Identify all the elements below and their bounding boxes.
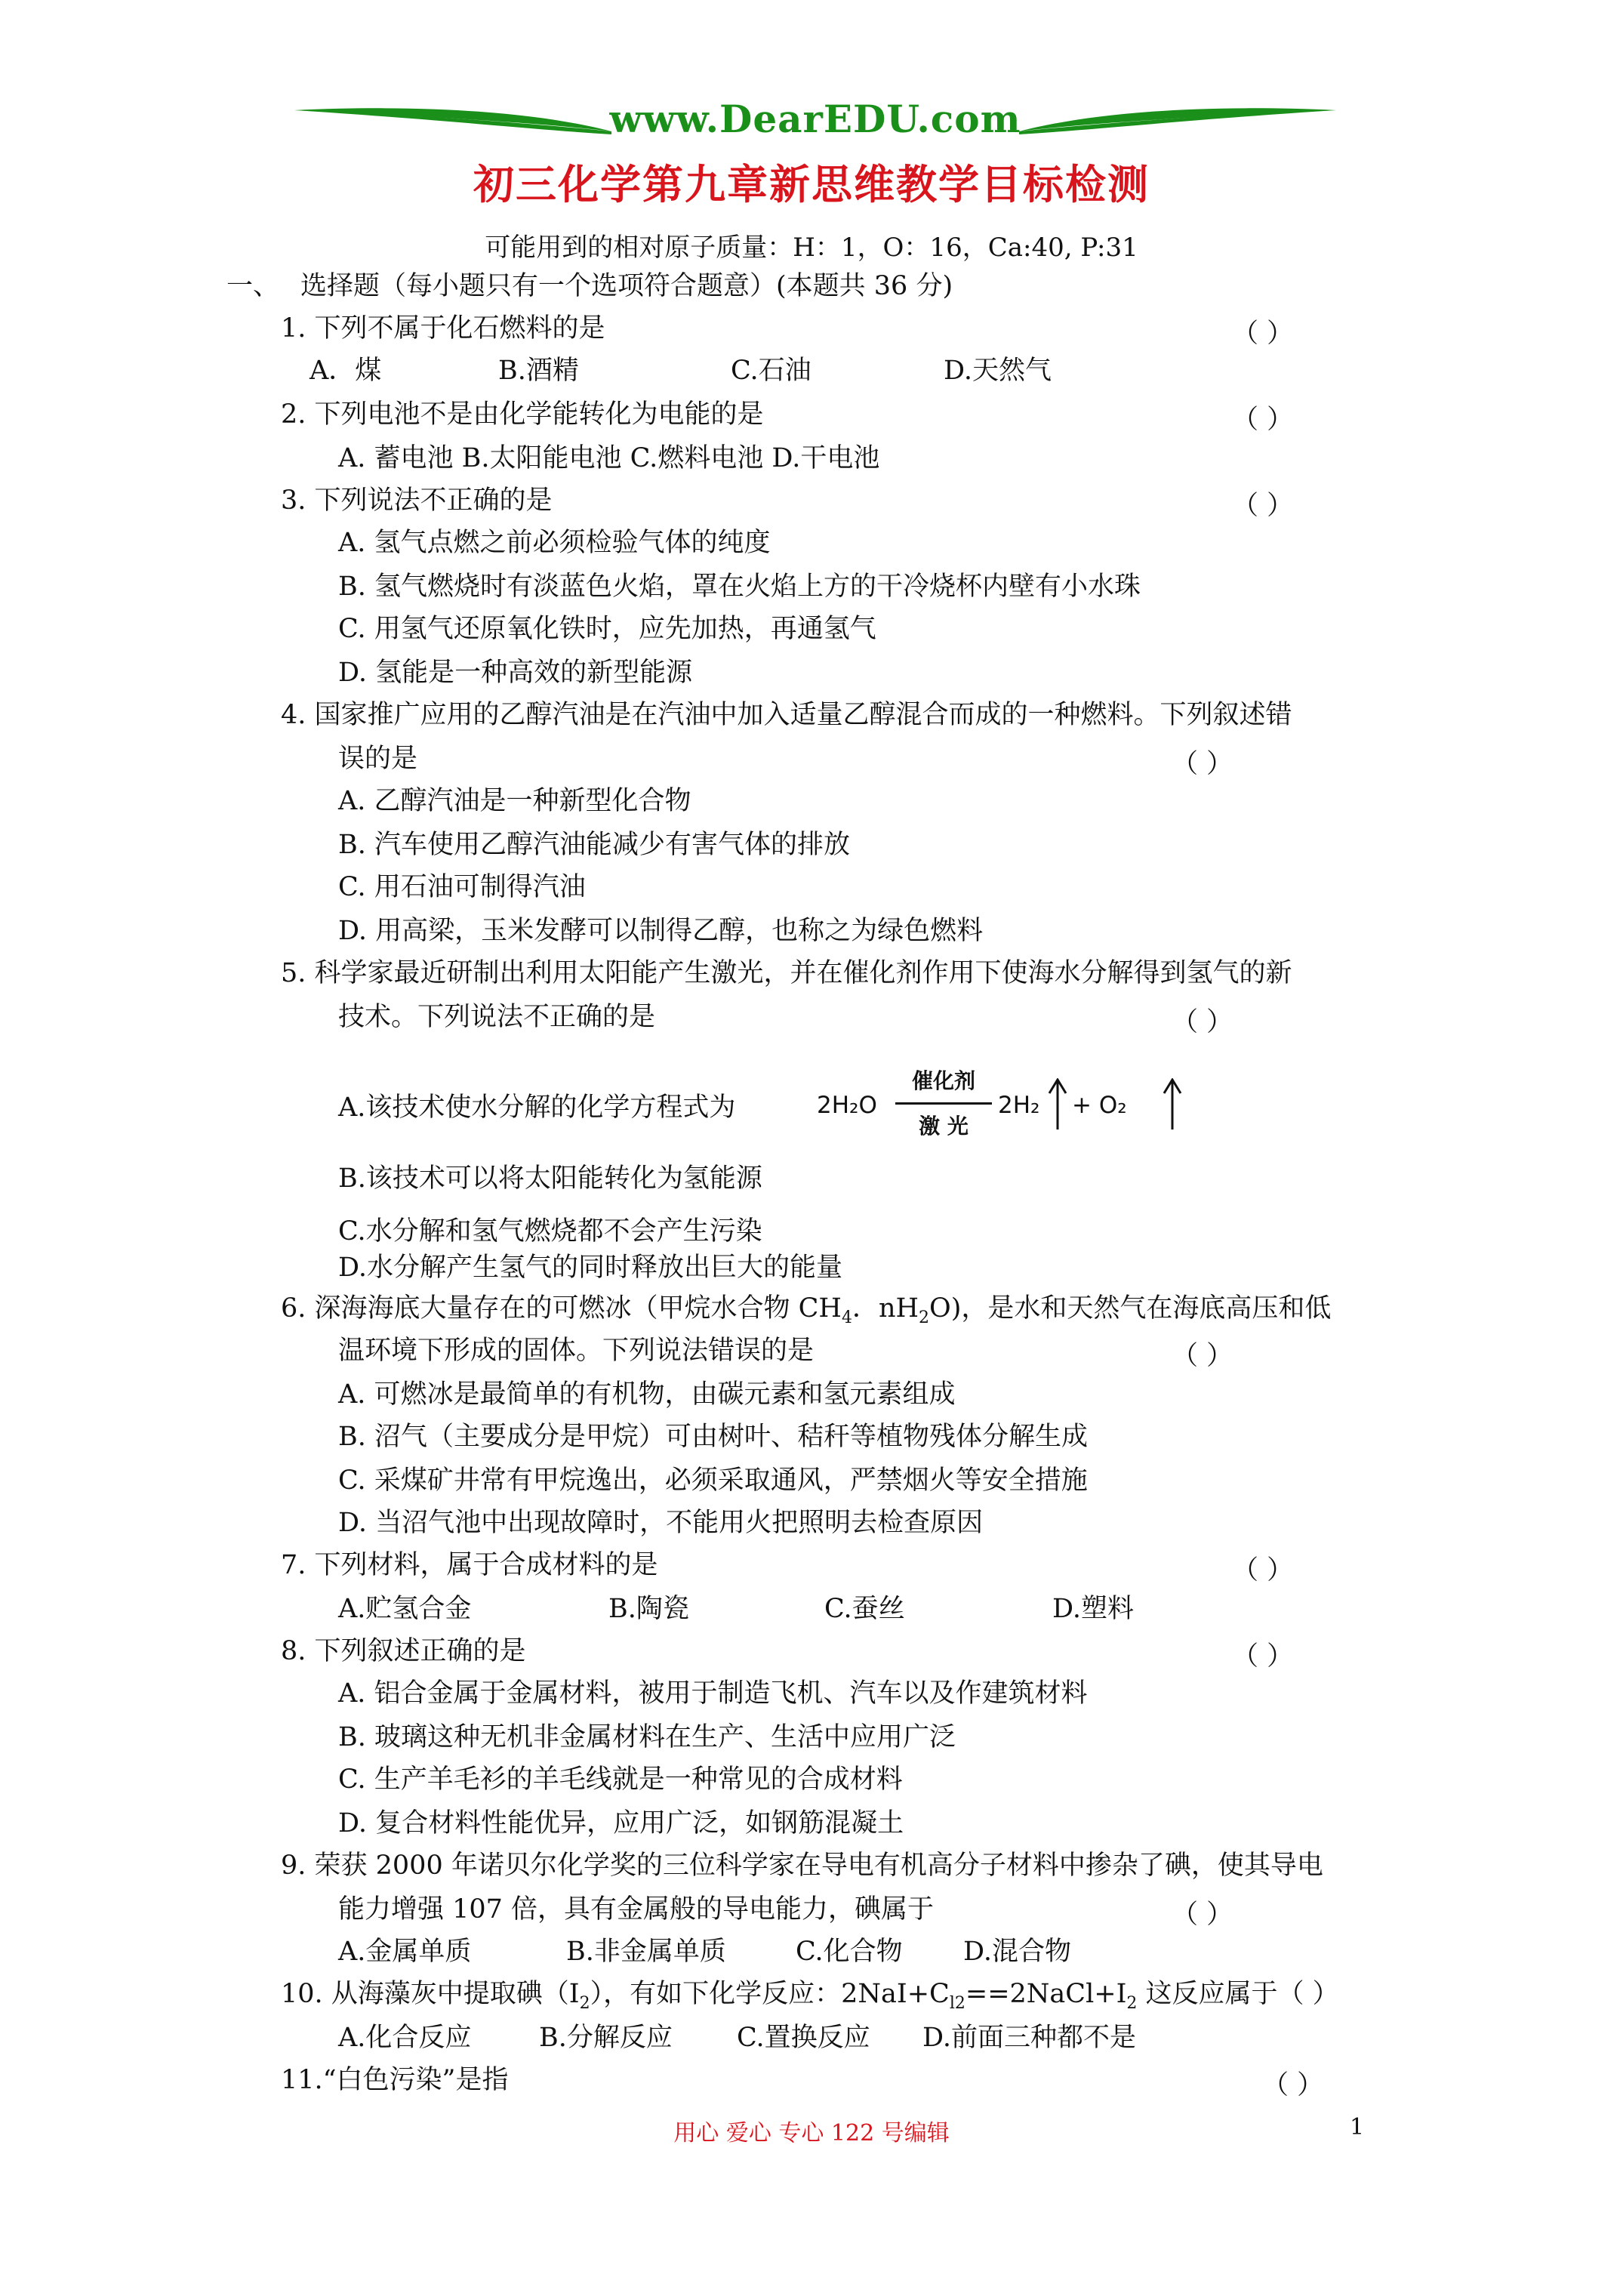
q10-option-c: C.置换反应 [737,2023,870,2053]
question-3-stem: 3. 下列说法不正确的是 [281,485,553,516]
q8-option-a: A. 铝合金属于金属材料，被用于制造飞机、汽车以及作建筑材料 [338,1678,1088,1709]
q5-option-d: D.水分解产生氢气的同时释放出巨大的能量 [338,1253,842,1283]
answer-blank-4: （ ） [1172,749,1233,779]
q6-option-b: B. 沼气（主要成分是甲烷）可由树叶、秸秆等植物残体分解生成 [338,1422,1088,1452]
question-11-stem: 11.“白色污染”是指 [281,2065,509,2095]
q6-subscript: 2 [919,1308,930,1327]
equation-arrow-line [895,1102,992,1105]
q8-option-b: B. 玻璃这种无机非金属材料在生产、生活中应用广泛 [338,1722,956,1752]
q1-option-b: B.酒精 [498,356,579,386]
q7-option-a: A.贮氢合金 [338,1594,472,1624]
q5-option-a: A.该技术使水分解的化学方程式为 [338,1093,736,1123]
q10-subscript: 2 [1126,1994,1138,2013]
page-title: 初三化学第九章新思维教学目标检测 [473,160,1150,208]
section-number: 一、 [226,271,280,301]
q8-option-d: D. 复合材料性能优异，应用广泛，如钢筋混凝土 [338,1808,904,1838]
question-6-stem [281,1293,1331,1328]
section-title: 选择题（每小题只有一个选项符合题意）(本题共 36 分) [300,271,953,301]
q9-option-c: C.化合物 [796,1937,903,1967]
q10-stem-part: 10. 从海藻灰中提取碘（I [281,1979,580,2009]
q4-option-d: D. 用高梁，玉米发酵可以制得乙醇，也称之为绿色燃料 [338,916,984,946]
q8-option-c: C. 生产羊毛衫的羊毛线就是一种常见的合成材料 [338,1764,903,1795]
q6-option-a: A. 可燃冰是最简单的有机物，由碳元素和氢元素组成 [338,1379,956,1410]
q5-option-c: C.水分解和氢气燃烧都不会产生污染 [338,1216,762,1247]
section-heading [226,270,953,302]
gas-arrow-icon [1048,1078,1067,1131]
question-4-stem-cont: 误的是 [338,744,418,774]
q10-option-b: B.分解反应 [539,2023,673,2053]
q5-option-b: B.该技术可以将太阳能转化为氢能源 [338,1163,762,1194]
site-banner [287,89,1344,157]
q9-option-d: D.混合物 [963,1937,1071,1967]
gas-arrow-icon [1163,1078,1182,1131]
question-9-stem-cont: 能力增强 107 倍，具有金属般的导电能力，碘属于 [338,1894,935,1925]
answer-blank-3: （ ） [1232,491,1294,521]
q7-option-c: C.蚕丝 [824,1594,905,1624]
q7-option-d: D.塑料 [1052,1594,1134,1624]
q3-option-a: A. 氢气点燃之前必须检验气体的纯度 [338,528,771,558]
answer-blank-7: （ ） [1232,1555,1294,1586]
q10-subscript: 2 [579,1994,590,2013]
q1-option-d: D.天然气 [944,356,1052,386]
question-6-stem-cont: 温环境下形成的固体。下列说法错误的是 [338,1336,815,1366]
answer-blank-8: （ ） [1232,1641,1294,1672]
question-9-stem: 9. 荣获 2000 年诺贝尔化学奖的三位科学家在导电有机高分子材料中掺杂了碘，使其导电 [281,1851,1323,1881]
q3-option-d: D. 氢能是一种高效的新型能源 [338,658,693,688]
q7-option-b: B.陶瓷 [608,1594,689,1624]
q1-option-a: A．煤 [310,356,382,386]
q6-option-c: C. 采煤矿井常有甲烷逸出，必须采取通风，严禁烟火等安全措施 [338,1465,1088,1496]
q4-option-a: A. 乙醇汽油是一种新型化合物 [338,786,691,816]
q6-stem-part: O)，是水和天然气在海底高压和低 [929,1293,1332,1324]
site-url: www.DearEDU.com [609,97,1021,141]
question-7-stem: 7. 下列材料，属于合成材料的是 [281,1550,658,1580]
page-footer: 用心 爱心 专心 122 号编辑 [673,2120,950,2147]
q6-subscript: 4 [841,1308,852,1327]
atomic-mass-note: 可能用到的相对原子质量：H：1，O：16，Ca:40, P:31 [485,233,1138,263]
answer-blank-9: （ ） [1172,1900,1233,1930]
q4-option-c: C. 用石油可制得汽油 [338,872,586,902]
q1-option-c: C.石油 [731,356,812,386]
q10-option-a: A.化合反应 [338,2023,472,2053]
q2-options: A. 蓄电池 B.太阳能电池 C.燃料电池 D.干电池 [338,443,880,473]
question-1-stem: 1. 下列不属于化石燃料的是 [281,313,605,344]
chemical-equation [817,1065,1134,1148]
equation-catalyst: 催化剂 [911,1068,975,1093]
q10-stem-part: ），有如下化学反应：2NaI+C [590,1979,950,2009]
q6-option-d: D. 当沼气池中出现故障时，不能用火把照明去检查原因 [338,1508,984,1538]
q9-option-b: B.非金属单质 [566,1937,726,1967]
q6-stem-part: ．nH [852,1293,919,1324]
question-5-stem: 5. 科学家最近研制出利用太阳能产生激光，并在催化剂作用下使海水分解得到氢气的新 [281,958,1292,988]
q6-stem-part: 6. 深海海底大量存在的可燃冰（甲烷水合物 CH [281,1293,842,1324]
equation-product-o2: + O₂ [1072,1092,1127,1119]
equation-product-h2: 2H₂ [998,1092,1040,1119]
q10-stem-part: ==2NaCl+I [965,1979,1127,2009]
q9-option-a: A.金属单质 [338,1937,472,1967]
answer-blank-11: （ ） [1262,2070,1324,2100]
answer-blank-2: （ ） [1232,405,1294,435]
q10-stem-part: 这反应属于（ ） [1137,1979,1339,2009]
answer-blank-6: （ ） [1172,1341,1233,1371]
question-4-stem: 4. 国家推广应用的乙醇汽油是在汽油中加入适量乙醇混合而成的一种燃料。下列叙述错 [281,700,1292,730]
answer-blank-5: （ ） [1172,1007,1233,1037]
equation-condition: 激 光 [919,1114,969,1139]
question-10-stem [281,1978,1339,2014]
q3-option-b: B. 氢气燃烧时有淡蓝色火焰，罩在火焰上方的干冷烧杯内壁有小水珠 [338,572,1141,602]
answer-blank-1: （ ） [1232,319,1294,349]
equation-reactant: 2H₂O [817,1092,877,1119]
question-8-stem: 8. 下列叙述正确的是 [281,1636,526,1666]
q10-subscript: l2 [949,1994,965,2013]
question-5-stem-cont: 技术。下列说法不正确的是 [338,1002,656,1032]
q3-option-c: C. 用氢气还原氧化铁时，应先加热，再通氢气 [338,614,876,644]
q4-option-b: B. 汽车使用乙醇汽油能减少有害气体的排放 [338,830,850,860]
page-number: 1 [1350,2114,1365,2140]
q10-option-d: D.前面三种都不是 [922,2023,1136,2053]
question-2-stem: 2. 下列电池不是由化学能转化为电能的是 [281,399,764,430]
